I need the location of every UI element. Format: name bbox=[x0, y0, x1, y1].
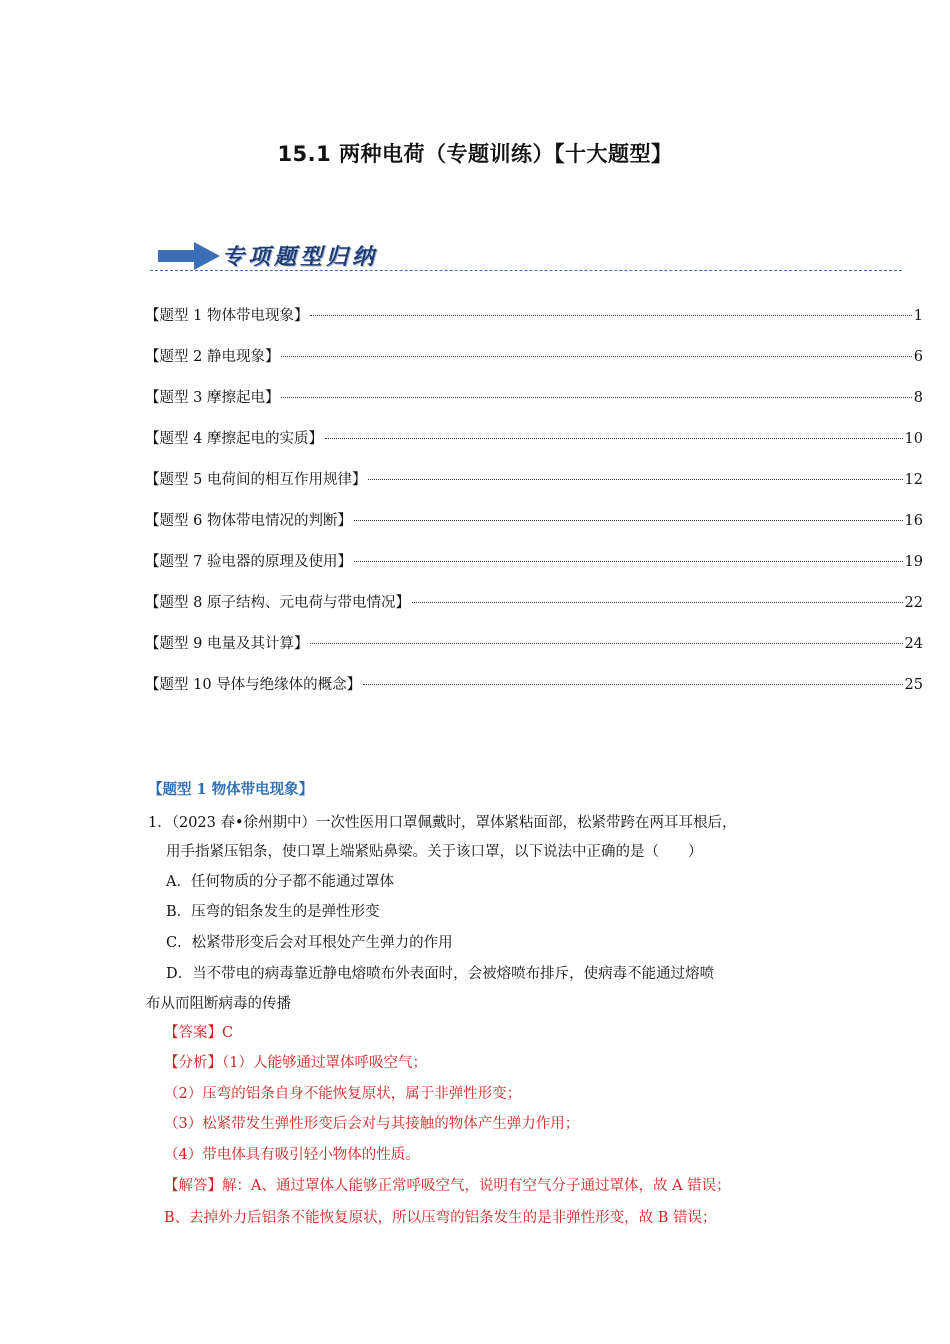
toc-entry[interactable] bbox=[145, 427, 923, 468]
toc-page-number: 6 bbox=[913, 349, 923, 365]
toc-leader bbox=[368, 479, 902, 480]
table-of-contents bbox=[145, 304, 923, 714]
toc-leader bbox=[354, 520, 903, 521]
toc-label: 【题型 8 原子结构、元电荷与带电情况】 bbox=[145, 595, 410, 611]
toc-leader bbox=[310, 643, 902, 644]
toc-entry[interactable] bbox=[145, 468, 923, 509]
toc-entry[interactable] bbox=[145, 509, 923, 550]
analysis-line-4: （4）带电体具有吸引轻小物体的性质。 bbox=[164, 1147, 420, 1163]
toc-entry[interactable] bbox=[145, 591, 923, 632]
toc-label: 【题型 7 验电器的原理及使用】 bbox=[145, 554, 352, 570]
analysis-line-2: （2）压弯的铝条自身不能恢复原状，属于非弹性形变； bbox=[164, 1086, 522, 1102]
toc-leader bbox=[281, 356, 911, 357]
toc-page-number: 22 bbox=[904, 595, 923, 611]
option-d-line-1: D．当不带电的病毒靠近静电熔喷布外表面时，会被熔喷布排斥，使病毒不能通过熔喷 bbox=[166, 966, 715, 982]
answer-line: 【答案】C bbox=[164, 1025, 234, 1041]
toc-leader bbox=[354, 561, 903, 562]
solution-line-2: B、去掉外力后铝条不能恢复原状，所以压弯的铝条发生的是非弹性形变，故 B 错误； bbox=[164, 1210, 717, 1226]
banner-title: 专项题型归纳 bbox=[222, 244, 379, 270]
toc-leader bbox=[325, 438, 903, 439]
toc-entry[interactable] bbox=[145, 632, 923, 673]
toc-label: 【题型 4 摩擦起电的实质】 bbox=[145, 431, 323, 447]
toc-label: 【题型 5 电荷间的相互作用规律】 bbox=[145, 472, 367, 488]
toc-page-number: 8 bbox=[913, 390, 923, 406]
toc-page-number: 16 bbox=[904, 513, 923, 529]
toc-entry[interactable] bbox=[145, 345, 923, 386]
analysis-line-1: 【分析】（1）人能够通过罩体呼吸空气； bbox=[164, 1055, 427, 1071]
toc-label: 【题型 9 电量及其计算】 bbox=[145, 636, 309, 652]
right-arrow-icon bbox=[158, 242, 220, 270]
toc-entry[interactable] bbox=[145, 386, 923, 427]
option-c: C．松紧带形变后会对耳根处产生弹力的作用 bbox=[166, 935, 453, 951]
toc-entry[interactable] bbox=[145, 673, 923, 714]
toc-leader bbox=[281, 397, 911, 398]
toc-leader bbox=[412, 602, 903, 603]
option-d-line-2: 布从而阻断病毒的传播 bbox=[146, 996, 291, 1012]
question-stem-line-2: 用手指紧压铝条，使口罩上端紧贴鼻梁。关于该口罩，以下说法中正确的是（ ） bbox=[166, 844, 703, 860]
document-title: 15.1 两种电荷（专题训练）【十大题型】 bbox=[277, 142, 673, 166]
toc-leader bbox=[310, 315, 911, 316]
toc-entry[interactable] bbox=[145, 550, 923, 591]
toc-label: 【题型 10 导体与绝缘体的概念】 bbox=[145, 677, 362, 693]
analysis-line-3: （3）松紧带发生弹性形变后会对与其接触的物体产生弹力作用； bbox=[164, 1116, 580, 1132]
toc-label: 【题型 6 物体带电情况的判断】 bbox=[145, 513, 352, 529]
toc-page-number: 10 bbox=[904, 431, 923, 447]
solution-line-1: 【解答】解：A、通过罩体人能够正常呼吸空气，说明有空气分子通过罩体，故 A 错误； bbox=[164, 1178, 731, 1194]
toc-label: 【题型 1 物体带电现象】 bbox=[145, 308, 309, 324]
toc-page-number: 25 bbox=[904, 677, 923, 693]
option-b: B．压弯的铝条发生的是弹性形变 bbox=[166, 904, 380, 920]
toc-page-number: 24 bbox=[904, 636, 923, 652]
toc-label: 【题型 2 静电现象】 bbox=[145, 349, 280, 365]
section-heading: 【题型 1 物体带电现象】 bbox=[148, 781, 314, 798]
toc-page-number: 19 bbox=[904, 554, 923, 570]
toc-entry[interactable] bbox=[145, 304, 923, 345]
toc-leader bbox=[363, 684, 902, 685]
toc-label: 【题型 3 摩擦起电】 bbox=[145, 390, 280, 406]
toc-page-number: 1 bbox=[913, 308, 923, 324]
option-a: A．任何物质的分子都不能通过罩体 bbox=[166, 874, 394, 890]
question-stem-line-1: 1．（2023 春•徐州期中）一次性医用口罩佩戴时，罩体紧粘面部，松紧带跨在两耳耳根后， bbox=[148, 815, 737, 831]
section-banner bbox=[150, 240, 902, 276]
banner-divider bbox=[150, 270, 902, 271]
toc-page-number: 12 bbox=[904, 472, 923, 488]
